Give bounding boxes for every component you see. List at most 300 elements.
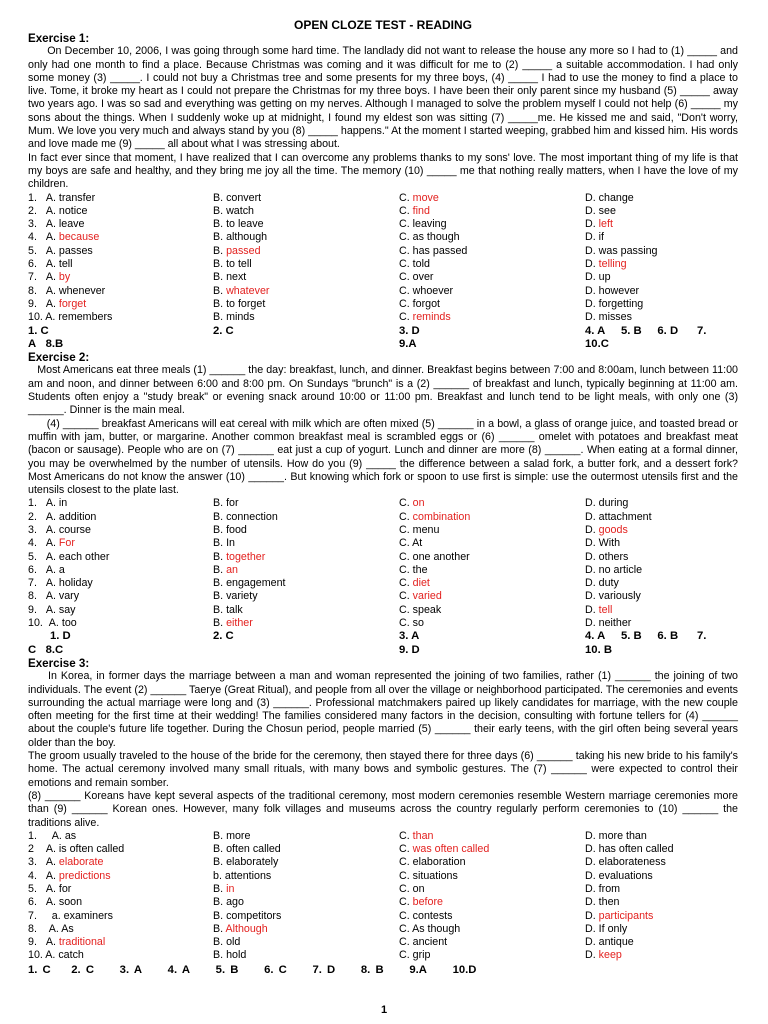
option-letter: C. [399,497,413,510]
option-letter: C. [399,550,413,563]
option-letter: D. [585,603,599,616]
option-letter: C. [399,869,413,882]
option-letter: B. [213,896,227,909]
option-cell [399,551,585,564]
option-cell [213,205,399,218]
option-cell [213,590,399,603]
option-cell [28,936,213,949]
option-letter: B. [213,856,227,869]
option-cell [585,923,738,936]
option-cell [399,604,585,617]
correct-option-text: because [58,231,100,244]
passage-paragraph: (8) ______ Koreans have kept several aspects of the traditional ceremony, most modern ceremonies resemble Western marriage ceremonies more than (9) ______ Korean ones. However, many folk villages and museums across the country regularly perform ceremonies to (10) ______ the traditions alive. [28,789,738,829]
option-text: watch [226,204,254,217]
option-text: although [226,231,268,244]
option-text: antique [598,936,634,949]
answer-key-item: 2. C [213,324,234,337]
option-cell [399,856,585,869]
correct-option-text: reminds [412,311,451,324]
option-text: tell [58,258,73,271]
option-cell [213,617,399,630]
option-cell [28,590,213,603]
option-text: a [58,563,65,576]
option-letter: B. [213,284,227,297]
option-cell [399,564,585,577]
option-letter: 8. A. [28,590,59,603]
correct-option-text: varied [412,590,442,603]
option-cell [213,231,399,244]
correct-option-text: before [412,896,443,909]
option-text: to forget [226,297,266,310]
answer-key-item: 1. C [28,324,49,337]
option-letter: D. [585,191,599,204]
option-letter: 10. A. [28,949,59,962]
option-cell [213,298,399,311]
option-text: whenever [58,284,106,297]
answer-key-item: 3. D [399,324,420,337]
correct-option-text: in [226,883,235,895]
option-letter: D. [585,271,599,284]
option-letter: D. [585,869,599,882]
option-letter: B. [213,244,227,257]
answer-key-row [28,325,738,338]
option-letter: D. [585,617,599,630]
option-cell [399,537,585,550]
option-letter: B. [213,617,227,630]
option-cell [213,604,399,617]
option-cell [399,271,585,284]
option-text: old [226,936,241,949]
option-cell [585,285,738,298]
option-letter: 4. A. [28,231,59,244]
correct-option-text: combination [412,510,471,523]
option-text: more [226,829,251,842]
option-cell [399,949,585,962]
option-text: competitors [226,909,282,922]
passage-paragraph: In fact ever since that moment, I have realized that I can overcome any problems thanks to my sons' love. The most important thing of my life is that my boys are safe and healthy, and they bring me joy all the time. The memory (10) _____ me that nothing really matters, when I have the love of my children. [28,151,738,191]
option-text: no article [598,563,643,576]
option-cell [28,511,213,524]
option-cell [213,856,399,869]
correct-option-text: Although [225,922,268,935]
option-text: to leave [226,218,264,231]
option-cell [399,896,585,909]
option-text: vary [58,590,80,603]
option-text: contests [412,909,453,922]
option-letter: 4. A. [28,537,59,550]
option-letter: C. [399,271,413,284]
option-cell [213,311,399,324]
option-cell [213,843,399,856]
option-letter: 2. A. [28,204,59,217]
option-letter: C. [399,843,413,856]
option-letter: 7. A. [28,577,59,590]
option-letter: C. [399,603,413,616]
correct-option-text: predictions [58,869,111,882]
option-text: others [598,550,629,563]
option-text: minds [226,311,255,324]
option-letter: 9. A. [28,936,59,949]
option-letter: D. [585,949,599,962]
option-cell [399,298,585,311]
option-text: however [598,284,640,297]
answer-key-row [28,644,738,657]
option-text: notice [58,204,88,217]
correct-option-text: together [226,550,266,563]
option-text: engagement [226,577,286,590]
option-cell [28,258,213,271]
option-text: has often called [598,843,674,856]
option-letter: B. [213,297,227,310]
option-letter: 3. A. [28,523,59,536]
answer-key-item: 3. A [399,630,420,643]
option-cell [28,298,213,311]
option-letter: D. [585,883,599,895]
exercise-3 [28,657,738,977]
option-text: was passing [598,244,658,257]
correct-option-text: find [412,204,430,217]
option-letter: C. [399,936,413,949]
option-letter: D. [585,244,599,257]
option-text: transfer [58,191,96,204]
option-cell [399,577,585,590]
option-letter: C. [399,311,413,324]
option-text: during [598,497,629,510]
option-cell [585,298,738,311]
option-text: attentions [224,869,272,882]
option-letter: B. [213,537,227,550]
option-letter: B. [213,510,227,523]
answer-key-item: 2. C [213,630,234,643]
option-letter: C. [399,231,413,244]
option-cell [585,604,738,617]
option-letter: D. [585,896,599,909]
correct-option-text: either [226,617,253,630]
option-cell [28,577,213,590]
answer-key-item [213,644,399,657]
option-letter: D. [585,523,599,536]
option-text: food [226,523,247,536]
option-cell [585,577,738,590]
option-text: leave [58,218,85,231]
passage-paragraph: On December 10, 2006, I was going through some hard time. The landlady did not want to release the house any more so I had to (1) _____ and only had one month to find a place. Because Christmas was coming and it was difficult for me to (2) _____ a suitable accommodation. I had only some money (3) _____. I could not buy a Christmas tree and some presents for my three boys, (4) _____ I had to use the money to find a place to live. Tome, it broke my heart as I could not prepare the Christmas for my three boys. I have been their only parent since my husband (5) _____ away two years ago. I was so sad and everything was getting on my nerves. Although I managed to solve the problem myself I could not help (6) _____ my sons about the things. When I suddenly woke up at midnight, I found my eldest son was sitting (7) _____me. He kissed me and said, "Don't worry, Mum. We love you very much and always stand by you (8) _____ happens." At the moment I started weeping, grabbed him and kissed him. His words and love made me (9) _____ all about what I was stressing about. [28,45,738,151]
option-cell [399,843,585,856]
option-cell [585,617,738,630]
option-cell [399,910,585,923]
option-cell [28,949,213,962]
option-cell [399,205,585,218]
option-cell [585,910,738,923]
correct-option-text: move [412,191,439,204]
option-text: ancient [412,936,448,949]
option-cell [585,936,738,949]
option-cell [399,245,585,258]
option-cell [213,511,399,524]
option-cell [213,896,399,909]
option-letter: C. [399,922,413,935]
option-cell [28,830,213,843]
option-letter: C. [399,563,413,576]
option-text: connection [226,510,278,523]
option-text: the [412,563,428,576]
answer-key-item: 4. A 5. B 6. D 7. [585,324,707,337]
option-cell [213,577,399,590]
option-cell [213,285,399,298]
option-letter: C. [399,523,413,536]
option-letter: D. [585,284,599,297]
option-letter: 5. A. [28,550,59,563]
correct-option-text: goods [598,523,628,536]
option-cell [399,590,585,603]
option-letter: D. [585,231,599,244]
option-text: ago [226,896,244,909]
correct-option-text: than [412,829,434,842]
option-cell [28,271,213,284]
option-letter: C. [399,297,413,310]
answer-key-item: 10.C [585,337,609,350]
option-text: one another [412,550,470,563]
option-text: remembers [58,311,113,324]
option-letter: B. [213,909,227,922]
option-letter: 5. A. [28,883,59,895]
answer-key-item: 9.A [399,337,417,350]
option-letter: C. [399,258,413,271]
option-letter: 4. A. [28,869,59,882]
option-letter: 5. A. [28,244,59,257]
option-text: speak [412,603,442,616]
option-letter: B. [213,497,227,510]
exercise-heading: Exercise 3: [28,656,90,670]
option-cell [213,537,399,550]
option-text: as though [412,231,460,244]
option-text: for [226,497,239,510]
option-letter: 6. A. [28,258,59,271]
option-cell [28,843,213,856]
option-letter: 8. A. [28,284,59,297]
passage-paragraph: Most Americans eat three meals (1) ______ the day: breakfast, lunch, and dinner. Breakfast begins between 7:00 and 8:00am, lunch between 11:00 am and noon, and dinner between 6:00 and 8:00 pm. On Sundays "brunch" is a (2) ______ of breakfast and lunch, typically beginning at 11:00 am. Students often enjoy a "study break" or evening snack around 10:00 or 11:00 pm. Breakfast and lunch tend to be light meals, with only one (3) ______. Dinner is the main meal. [28,364,738,417]
option-cell [585,949,738,962]
option-cell [28,245,213,258]
option-text: elaborateness [598,856,666,869]
correct-option-text: For [58,537,75,550]
option-cell [213,910,399,923]
option-cell [28,192,213,205]
option-letter: C. [399,883,413,895]
option-letter: C. [399,949,413,962]
option-letter: D. [585,537,599,550]
option-text: often called [226,843,281,856]
option-cell [28,205,213,218]
option-letter: C. [399,218,413,231]
option-cell [213,936,399,949]
option-cell [28,604,213,617]
option-letter: D. [585,563,599,576]
option-cell [585,870,738,883]
option-text: variously [598,590,641,603]
correct-option-text: tell [598,603,613,616]
option-text: each other [58,550,110,563]
correct-option-text: telling [598,258,627,271]
correct-option-text: an [226,563,238,576]
option-text: misses [598,311,632,324]
option-cell [28,285,213,298]
option-text: passes [58,244,93,257]
option-cell [399,311,585,324]
option-cell [585,497,738,510]
option-text: over [412,271,434,284]
option-cell [585,590,738,603]
answer-key-row [28,630,738,643]
option-letter: B. [213,577,227,590]
option-cell [399,258,585,271]
option-letter: 7. a. [28,909,64,922]
option-text: if [598,231,605,244]
option-text: see [598,204,616,217]
option-letter: B. [213,949,227,962]
option-text: examiners [63,909,113,922]
option-letter: B. [213,883,227,895]
option-text: If only [598,922,628,935]
exercise-2 [28,351,738,657]
option-cell [585,856,738,869]
option-cell [585,218,738,231]
option-letter: B. [213,922,226,935]
option-cell [28,218,213,231]
option-letter: C. [399,590,413,603]
option-cell [399,511,585,524]
option-cell [399,497,585,510]
option-letter: 2 A. [28,843,59,856]
option-letter: 2. A. [28,510,59,523]
option-cell [213,192,399,205]
option-letter: b. [213,869,225,882]
option-text: in [58,497,68,510]
answer-key-item: A 8.B [28,337,64,350]
answer-key-item: 1. D [28,630,71,643]
option-cell [28,617,213,630]
option-letter: C. [399,244,413,257]
option-cell [585,537,738,550]
options-grid [28,192,738,325]
option-cell [585,511,738,524]
passage-paragraph: (4) ______ breakfast Americans will eat cereal with milk which are often mixed (5) ______ in a bowl, a glass of orange juice, and toasted bread or muffin with jam, butter, or margarine. Another common breakfast meal is scrambled eggs or (6) ______ omelet with potatoes and breakfast meat (bacon or sausage). People who are on (7) ______ eat just a cup of yogurt. Lunch and dinner are more (8) ______. When eating at a formal dinner, you may be overwhelmed by the number of utensils. How do you (9) _____ the difference between a salad fork, a butter fork, and a dessert fork? Most Americans do not know the answer (10) ______. But knowing which fork or spoon to use first is simple: use the outermost utensils first and the utensils closest to the plate last. [28,417,738,497]
option-text: course [58,523,91,536]
option-letter: B. [213,829,227,842]
option-text: As though [412,922,461,935]
correct-option-text: forget [58,297,87,310]
option-cell [585,245,738,258]
option-cell [28,311,213,324]
exercises-container [28,32,738,977]
option-cell [28,524,213,537]
option-letter: 10. A. [28,311,59,324]
option-cell [585,192,738,205]
option-letter: C. [399,537,413,550]
correct-option-text: participants [598,909,654,922]
option-text: neither [598,617,632,630]
option-text: talk [226,603,243,616]
option-letter: 7. A. [28,271,59,284]
option-text: catch [58,949,84,962]
option-text: told [412,258,430,271]
options-grid [28,497,738,630]
correct-option-text: was often called [412,843,490,856]
option-cell [213,870,399,883]
answer-key-row: 1. C 2. C 3. A 4. A 5. B 6. C 7. D 8. B 9.A 10.D [28,963,477,976]
option-cell [213,551,399,564]
option-letter: 9. A. [28,603,59,616]
page-number: 1 [380,1004,388,1016]
option-cell [399,218,585,231]
option-cell [585,524,738,537]
option-letter: B. [213,204,227,217]
option-letter: B. [213,311,227,324]
option-cell [213,923,399,936]
option-text: elaboration [412,856,466,869]
option-text: next [226,271,247,284]
option-text: attachment [598,510,652,523]
option-text: whoever [412,284,454,297]
option-letter: D. [585,843,599,856]
option-text: more than [598,829,647,842]
correct-option-text: passed [226,244,261,257]
option-cell [28,537,213,550]
option-letter: C. [399,191,413,204]
option-text: change [598,191,634,204]
correct-option-text: whatever [226,284,270,297]
option-letter: 3. A. [28,218,59,231]
option-letter: C. [399,204,413,217]
option-letter: D. [585,829,599,842]
option-letter: D. [585,590,599,603]
option-cell [399,617,585,630]
option-cell [213,258,399,271]
option-letter: B. [213,563,227,576]
option-cell [399,923,585,936]
correct-option-text: traditional [58,936,106,949]
option-text: forgetting [598,297,644,310]
option-text: elaborately [226,856,279,869]
answer-key-item [213,338,399,351]
option-letter: B. [213,271,227,284]
option-text: addition [58,510,97,523]
option-letter: D. [585,550,599,563]
option-letter: B. [213,550,227,563]
option-letter: B. [213,258,227,271]
answer-key-item: 4. A 5. B 6. B 7. [585,630,707,643]
option-cell [399,870,585,883]
option-text: say [58,603,76,616]
option-letter: C. [399,510,413,523]
option-cell [213,524,399,537]
option-letter: 10. A. [28,617,62,630]
option-text: for [58,883,72,895]
option-text: situations [412,869,458,882]
option-letter: 1. A. [28,829,65,842]
option-cell [585,564,738,577]
option-letter: 9. A. [28,297,59,310]
option-cell [28,551,213,564]
option-letter: B. [213,603,227,616]
option-text: In [226,537,235,550]
option-letter: D. [585,258,599,271]
option-letter: B. [213,936,227,949]
option-cell [399,830,585,843]
option-cell [28,896,213,909]
option-cell [28,564,213,577]
option-cell [28,870,213,883]
option-letter: D. [585,856,599,869]
